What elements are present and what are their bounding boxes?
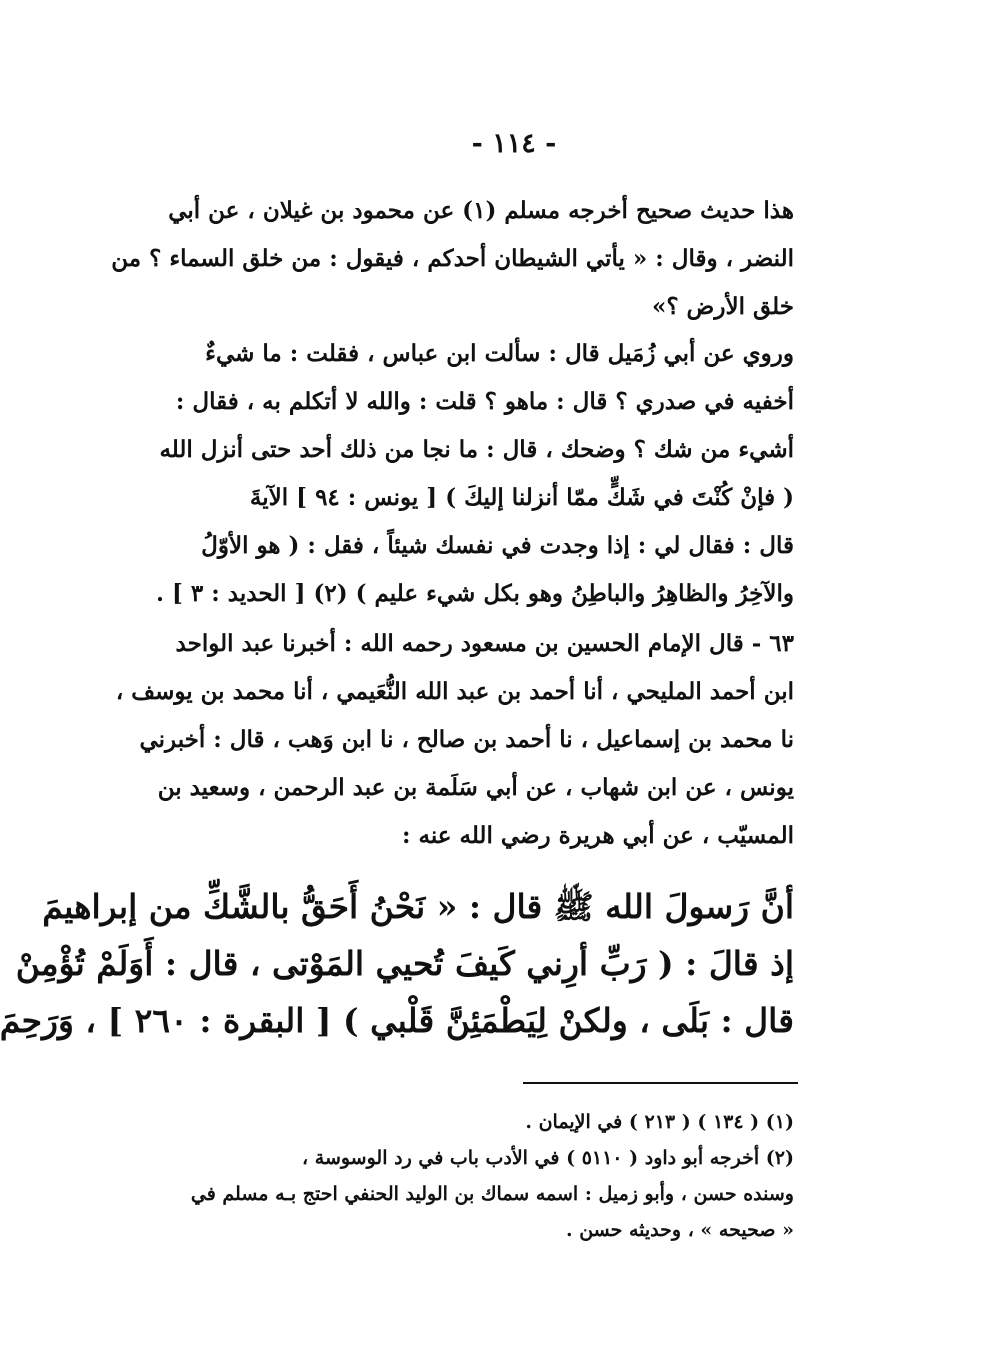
footnote-line: (١) ( ١٣٤ ) ( ٢١٣ ) في الإيمان . — [525, 1111, 794, 1133]
text-line: أخفيه في صدري ؟ قال : ماهو ؟ قلت : والله لا أتكلم به ، فقال : — [175, 388, 794, 415]
text-line: قال : فقال لي : إذا وجدت في نفسك شيئاً ، فقل : ( هو الأوّلُ — [201, 532, 794, 559]
footnote-line: « صحيحه » ، وحديثه حسن . — [565, 1219, 794, 1241]
hadith-matn — [0, 878, 794, 1049]
text-line: يونس ، عن ابن شهاب ، عن أبي سَلَمة بن عبد الرحمن ، وسعيد بن — [157, 774, 794, 801]
text-line: النضر ، وقال : « يأتي الشيطان أحدكم ، فيقول : من خلق السماء ؟ من — [111, 245, 794, 272]
page-number: - ١١٤ - — [471, 128, 557, 159]
paragraph-hadith-commentary — [111, 187, 794, 331]
text-line: أشيء من شك ؟ وضحك ، قال : ما نجا من ذلك أحد حتى أنزل الله — [159, 436, 794, 463]
footnote-divider — [523, 1082, 798, 1084]
footnote-line: وسنده حسن ، وأبو زميل : اسمه سماك بن الوليد الحنفي احتج بـه مسلم في — [190, 1183, 794, 1205]
text-line: نا محمد بن إسماعيل ، نا أحمد بن صالح ، نا ابن وَهب ، قال : أخبرني — [139, 726, 794, 753]
text-line: هذا حديث صحيح أخرجه مسلم (١) عن محمود بن غيلان ، عن أبي — [168, 197, 794, 224]
paragraph-abu-zumayl — [134, 330, 794, 618]
text-line: ٦٣ - قال الإمام الحسين بن مسعود رحمه الله : أخبرنا عبد الواحد — [175, 630, 794, 657]
footnotes — [134, 1104, 794, 1248]
hadith-line: قال : بَلَى ، ولكنْ لِيَطْمَئِنَّ قَلْبي ) [ البقرة : ٢٦٠ ] ، وَرَحِمَ — [0, 1001, 794, 1040]
footnote-line: (٢) أخرجه أبو داود ( ٥١١٠ ) في الأدب باب في رد الوسوسة ، — [302, 1147, 794, 1169]
text-line: خلق الأرض ؟» — [651, 293, 794, 320]
paragraph-isnad-63 — [115, 620, 794, 860]
text-line: ابن أحمد المليحي ، أنا أحمد بن عبد الله النُّعَيمي ، أنا محمد بن يوسف ، — [115, 678, 794, 705]
text-line: وروي عن أبي زُمَيل قال : سألت ابن عباس ، فقلت : ما شيءٌ — [205, 340, 794, 367]
hadith-line: إذ قالَ : ( رَبِّ أرِني كَيفَ تُحيي المَوْتى ، قال : أَوَلَمْ تُؤْمِنْ — [15, 944, 794, 983]
text-line: والآخِرُ والظاهِرُ والباطِنُ وهو بكل شيء عليم ) (٢) [ الحديد : ٣ ] . — [156, 580, 794, 607]
hadith-line: أنَّ رَسولَ الله ﷺ قال : « نَحْنُ أَحَقُّ بالشَّكِّ من إبراهيمَ — [42, 887, 794, 926]
text-line: المسيّب ، عن أبي هريرة رضي الله عنه : — [401, 822, 794, 849]
text-line: ( فإنْ كُنْتَ في شَكٍّ ممّا أنزلنا إليكَ ) [ يونس : ٩٤ ] الآيةَ — [249, 484, 794, 511]
